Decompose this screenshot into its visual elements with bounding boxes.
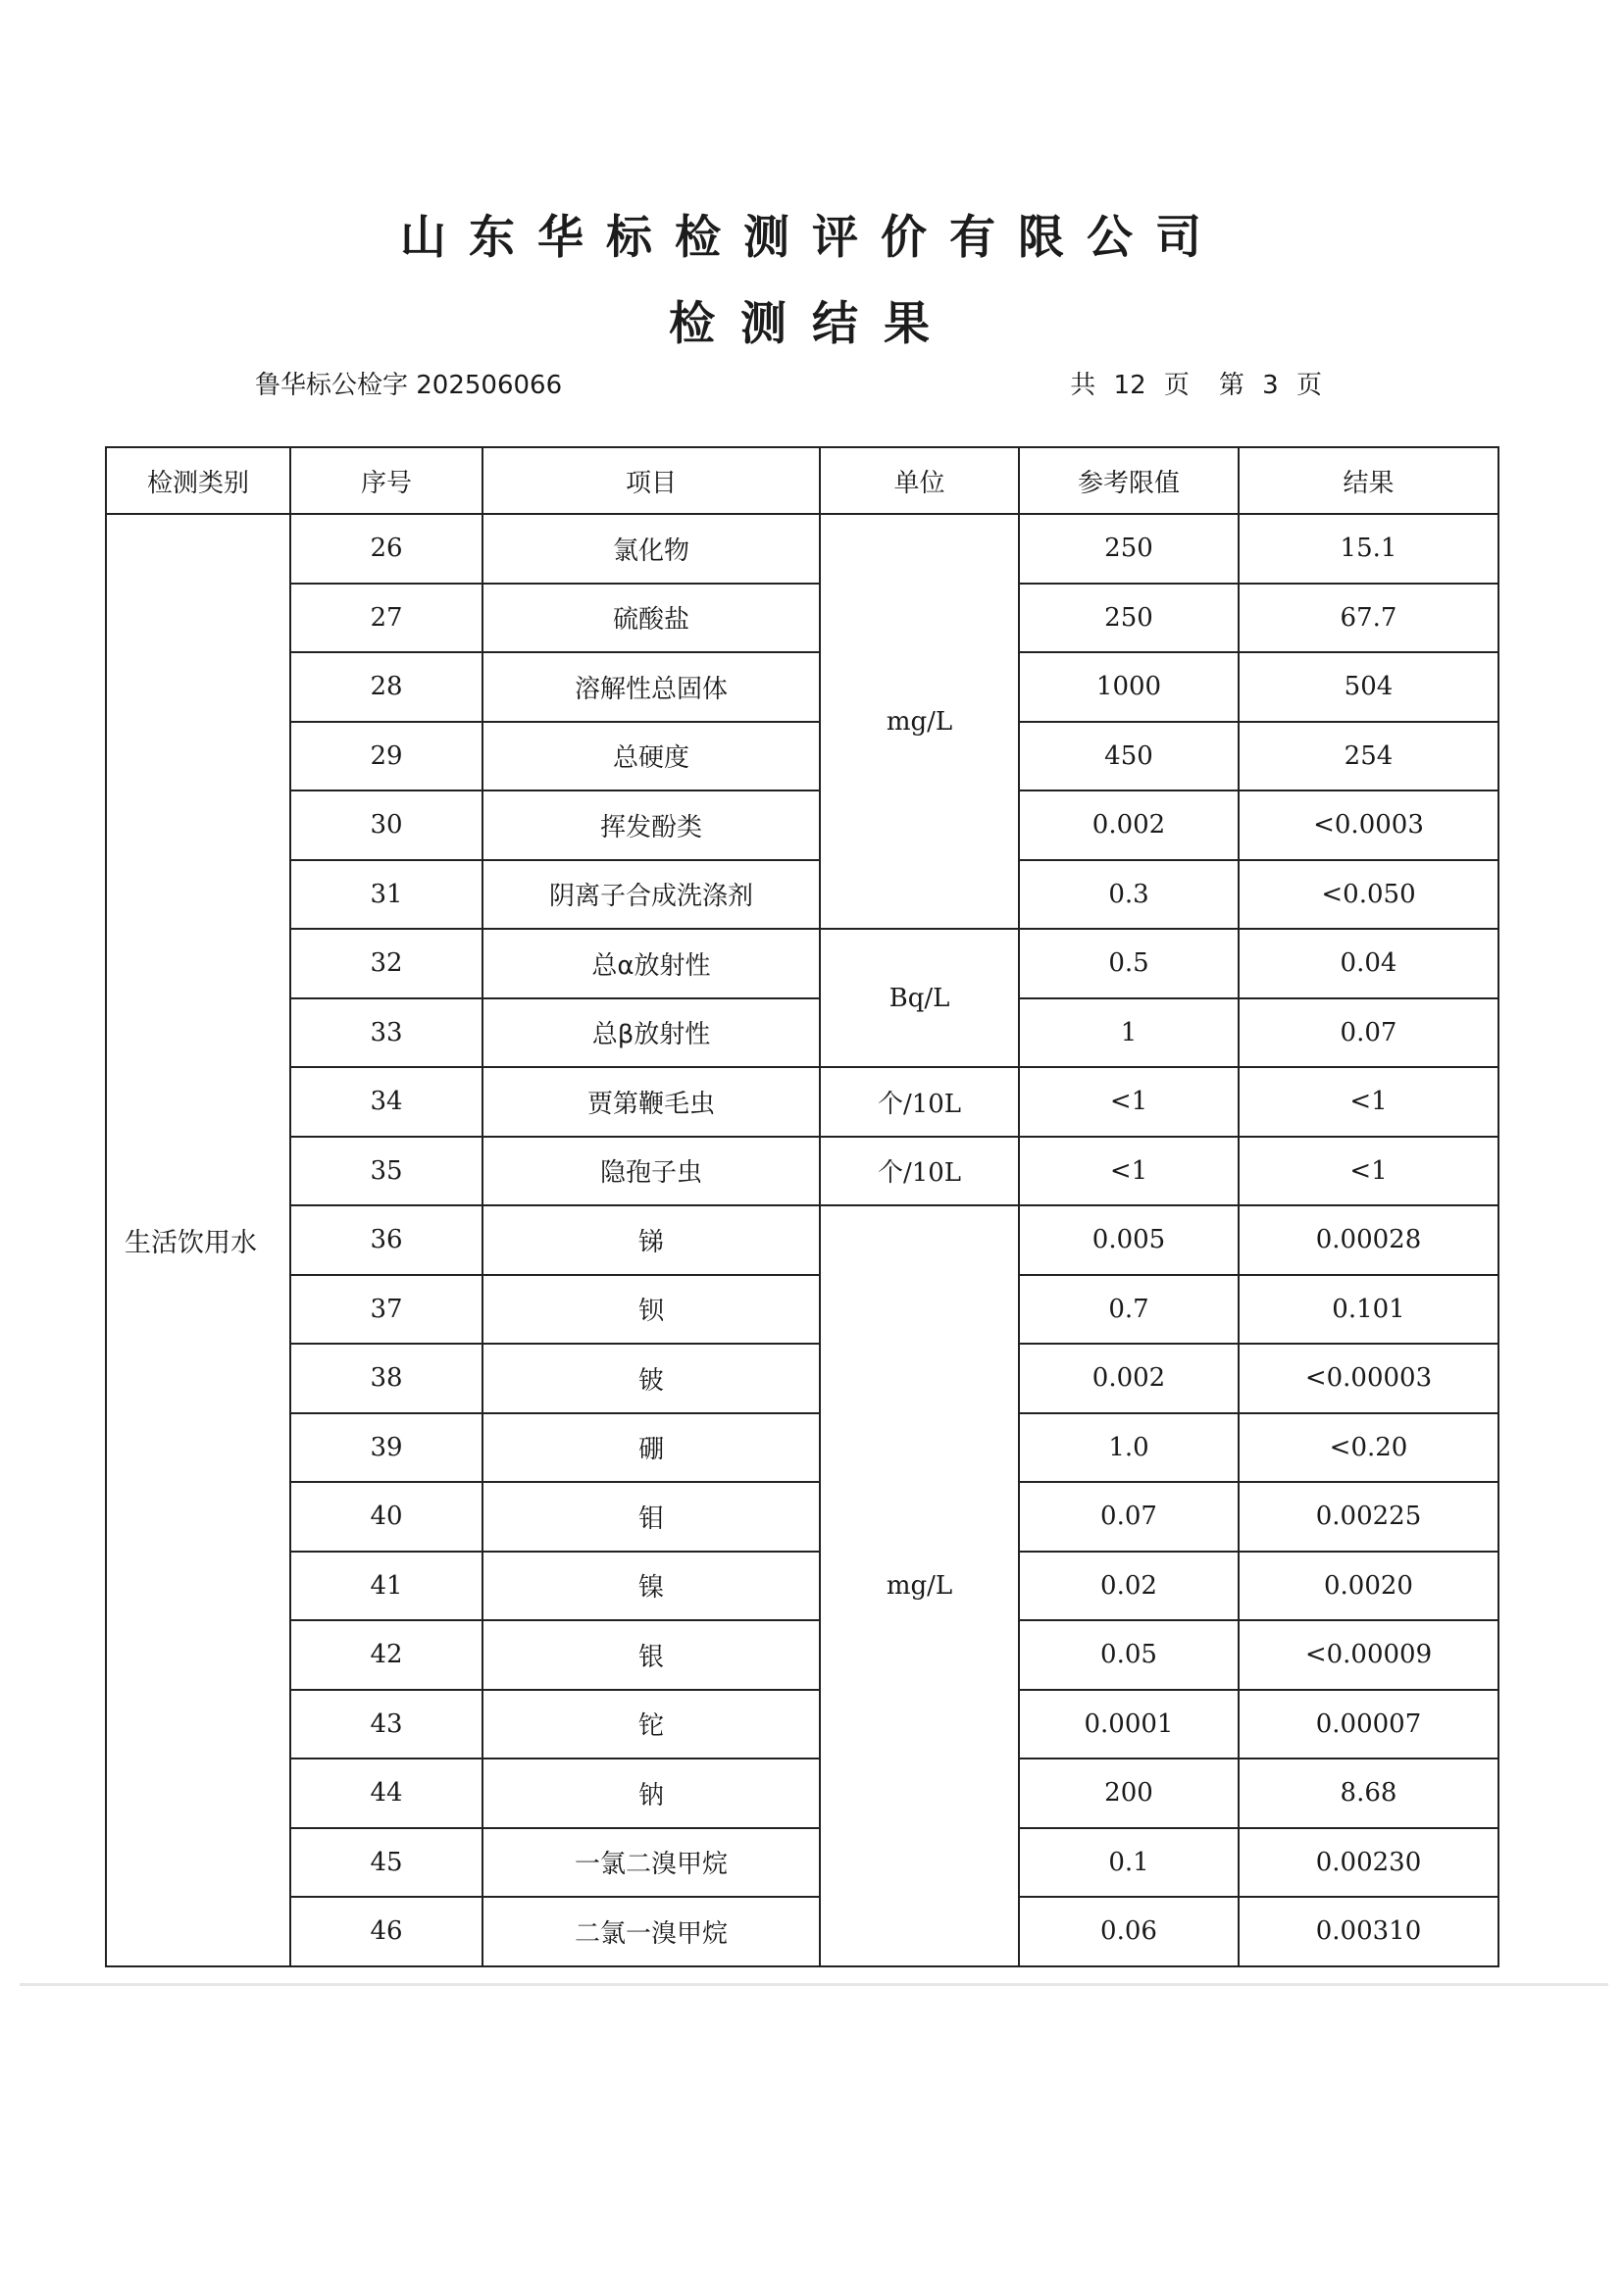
table-row [106, 929, 1498, 998]
row-limit: 0.07 [1019, 1482, 1239, 1552]
row-result: 0.0020 [1239, 1552, 1498, 1621]
row-item: 银 [482, 1620, 820, 1690]
row-number: 35 [290, 1137, 482, 1206]
table-row [106, 584, 1498, 653]
column-header-item: 项目 [482, 447, 820, 514]
row-limit: 0.02 [1019, 1552, 1239, 1621]
row-limit: 0.005 [1019, 1205, 1239, 1275]
row-result: 0.00007 [1239, 1690, 1498, 1759]
row-item: 硼 [482, 1413, 820, 1483]
row-number: 37 [290, 1275, 482, 1345]
row-item: 钡 [482, 1275, 820, 1345]
row-number: 26 [290, 514, 482, 584]
column-header-number: 序号 [290, 447, 482, 514]
row-number: 27 [290, 584, 482, 653]
report-number: 鲁华标公检字 202506066 [255, 371, 563, 400]
row-result: <0.00009 [1239, 1620, 1498, 1690]
row-limit: 0.06 [1019, 1897, 1239, 1966]
row-limit: 450 [1019, 722, 1239, 791]
row-result: 0.00230 [1239, 1828, 1498, 1898]
table-row [106, 1482, 1498, 1552]
row-limit: 0.002 [1019, 790, 1239, 860]
row-item: 钼 [482, 1482, 820, 1552]
column-header-category: 检测类别 [106, 447, 290, 514]
row-limit: 1000 [1019, 652, 1239, 722]
category-cell: 生活饮用水 [106, 514, 290, 1966]
row-result: 504 [1239, 652, 1498, 722]
row-result: 15.1 [1239, 514, 1498, 584]
row-result: 8.68 [1239, 1759, 1498, 1828]
row-limit: 0.1 [1019, 1828, 1239, 1898]
table-row [106, 1759, 1498, 1828]
scan-edge-line [20, 1983, 1608, 1986]
table-body [106, 514, 1498, 1966]
row-result: <1 [1239, 1137, 1498, 1206]
total-pages: 共 12 页 [1070, 371, 1190, 400]
row-item: 总β放射性 [482, 998, 820, 1068]
row-limit: 200 [1019, 1759, 1239, 1828]
unit-cell: 个/10L [820, 1137, 1019, 1206]
table-row [106, 722, 1498, 791]
row-limit: 1 [1019, 998, 1239, 1068]
row-limit: 0.05 [1019, 1620, 1239, 1690]
row-number: 43 [290, 1690, 482, 1759]
table-row [106, 1413, 1498, 1483]
row-item: 总硬度 [482, 722, 820, 791]
row-number: 32 [290, 929, 482, 998]
row-result: <0.00003 [1239, 1344, 1498, 1413]
row-item: 一氯二溴甲烷 [482, 1828, 820, 1898]
row-item: 阴离子合成洗涤剂 [482, 860, 820, 930]
table-row [106, 860, 1498, 930]
row-item: 钠 [482, 1759, 820, 1828]
row-result: 0.07 [1239, 998, 1498, 1068]
row-limit: 250 [1019, 514, 1239, 584]
table-row [106, 1552, 1498, 1621]
table-row [106, 652, 1498, 722]
row-result: 0.04 [1239, 929, 1498, 998]
row-number: 41 [290, 1552, 482, 1621]
row-number: 34 [290, 1067, 482, 1137]
table-row [106, 1828, 1498, 1898]
page-info [1070, 365, 1322, 401]
row-limit: 0.3 [1019, 860, 1239, 930]
row-result: <0.050 [1239, 860, 1498, 930]
current-page: 第 3 页 [1218, 371, 1322, 400]
row-result: <0.20 [1239, 1413, 1498, 1483]
row-number: 36 [290, 1205, 482, 1275]
row-result: 254 [1239, 722, 1498, 791]
table-row [106, 1137, 1498, 1206]
row-item: 二氯一溴甲烷 [482, 1897, 820, 1966]
row-result: <1 [1239, 1067, 1498, 1137]
row-result: 0.00225 [1239, 1482, 1498, 1552]
row-number: 39 [290, 1413, 482, 1483]
unit-cell: mg/L [820, 514, 1019, 929]
row-number: 40 [290, 1482, 482, 1552]
row-number: 42 [290, 1620, 482, 1690]
row-result: <0.0003 [1239, 790, 1498, 860]
row-number: 28 [290, 652, 482, 722]
unit-cell: 个/10L [820, 1067, 1019, 1137]
table-row [106, 1275, 1498, 1345]
row-number: 33 [290, 998, 482, 1068]
row-result: 0.00028 [1239, 1205, 1498, 1275]
row-item: 挥发酚类 [482, 790, 820, 860]
table-row [106, 790, 1498, 860]
row-item: 贾第鞭毛虫 [482, 1067, 820, 1137]
row-item: 锑 [482, 1205, 820, 1275]
row-item: 硫酸盐 [482, 584, 820, 653]
row-limit: 0.5 [1019, 929, 1239, 998]
report-title: 检测结果 [669, 297, 955, 351]
table-row [106, 1205, 1498, 1275]
table-row [106, 1067, 1498, 1137]
row-item: 铊 [482, 1690, 820, 1759]
row-limit: 250 [1019, 584, 1239, 653]
unit-cell: mg/L [820, 1205, 1019, 1966]
unit-cell: Bq/L [820, 929, 1019, 1067]
row-result: 0.00310 [1239, 1897, 1498, 1966]
row-item: 隐孢子虫 [482, 1137, 820, 1206]
row-number: 44 [290, 1759, 482, 1828]
row-number: 38 [290, 1344, 482, 1413]
row-limit: <1 [1019, 1137, 1239, 1206]
results-table [105, 446, 1499, 1967]
row-limit: 1.0 [1019, 1413, 1239, 1483]
table-row [106, 514, 1498, 584]
row-number: 45 [290, 1828, 482, 1898]
column-header-unit: 单位 [820, 447, 1019, 514]
row-item: 溶解性总固体 [482, 652, 820, 722]
table-row [106, 1897, 1498, 1966]
row-number: 29 [290, 722, 482, 791]
row-item: 铍 [482, 1344, 820, 1413]
row-number: 46 [290, 1897, 482, 1966]
row-item: 镍 [482, 1552, 820, 1621]
row-item: 氯化物 [482, 514, 820, 584]
row-limit: 0.002 [1019, 1344, 1239, 1413]
table-row [106, 1690, 1498, 1759]
row-result: 67.7 [1239, 584, 1498, 653]
row-number: 30 [290, 790, 482, 860]
column-header-limit: 参考限值 [1019, 447, 1239, 514]
table-header-row [106, 447, 1498, 514]
row-result: 0.101 [1239, 1275, 1498, 1345]
row-limit: <1 [1019, 1067, 1239, 1137]
row-item: 总α放射性 [482, 929, 820, 998]
table-row [106, 1344, 1498, 1413]
table-row [106, 1620, 1498, 1690]
row-limit: 0.7 [1019, 1275, 1239, 1345]
row-number: 31 [290, 860, 482, 930]
company-title: 山东华标检测评价有限公司 [400, 211, 1224, 265]
column-header-result: 结果 [1239, 447, 1498, 514]
table-row [106, 998, 1498, 1068]
row-limit: 0.0001 [1019, 1690, 1239, 1759]
